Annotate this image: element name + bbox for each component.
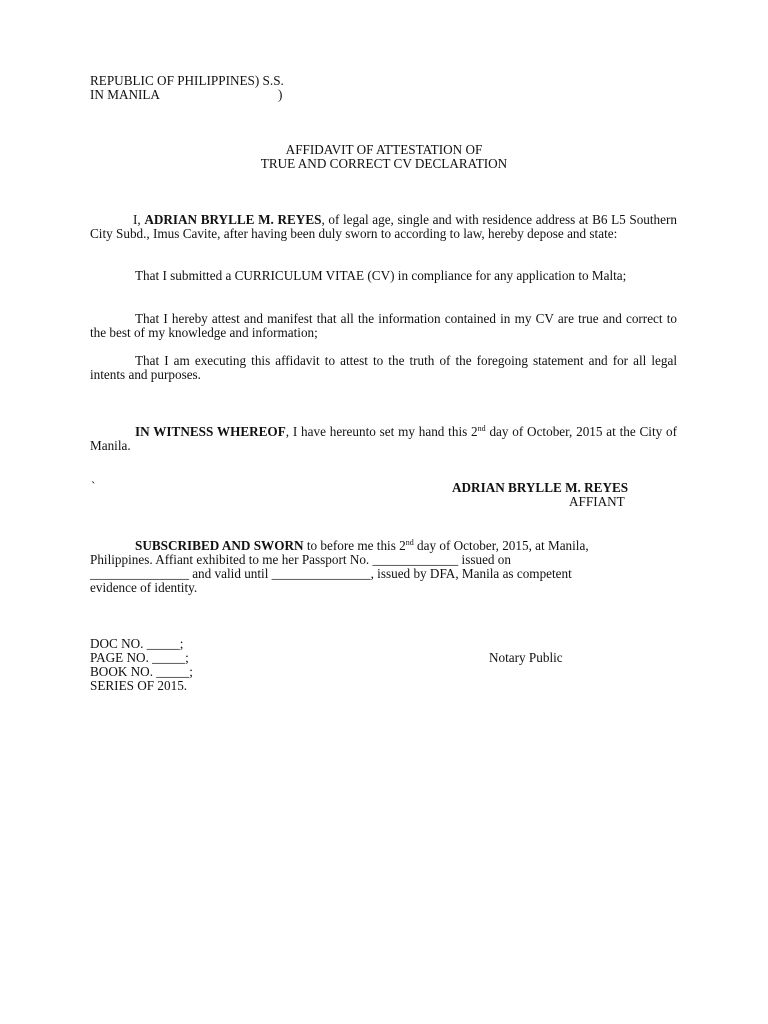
book-number: BOOK NO. _____; [90, 664, 193, 679]
statement-3: That I am executing this affidavit to attest to the truth of the foregoing statement and for all legal intents and purposes. [90, 353, 677, 383]
doc-number: DOC NO. _____; [90, 636, 184, 651]
witness-paragraph [90, 425, 677, 454]
jurat-text-end: day of October, 2015, at Manila, [413, 538, 589, 553]
jurat-line-4: evidence of identity. [90, 580, 198, 595]
jurat-line-2: Philippines. Affiant exhibited to me her Passport No. _____________ issued on [90, 552, 511, 567]
intro-rest: , of legal age, single and with residence address at B6 L5 Southern City Subd., Imus Cavite, after having been duly sworn to according to law, hereby depose and state: [90, 212, 677, 242]
statement-2: That I hereby attest and manifest that all the information contained in my CV are true and correct to the best of my knowledge and information; [90, 311, 677, 341]
statement-1: That I submitted a CURRICULUM VITAE (CV) in compliance for any application to Malta; [135, 268, 627, 283]
jurat-line-3: _______________ and valid until _______________, issued by DFA, Manila as competent [90, 566, 572, 581]
witness-ordinal: nd [477, 424, 486, 433]
venue-line-2: IN MANILA [90, 87, 160, 102]
jurat-text: to before me this 2 [303, 538, 406, 553]
venue-bracket: ) [278, 87, 283, 102]
document-title [0, 143, 768, 172]
signature-role: AFFIANT [569, 494, 625, 509]
witness-heading: IN WITNESS WHEREOF [135, 424, 286, 439]
notary-public-label: Notary Public [489, 650, 563, 665]
venue-line-1: REPUBLIC OF PHILIPPINES) S.S. [90, 73, 284, 88]
witness-text-end: day of October, 2015 at the City of Manila. [90, 424, 677, 454]
affiant-name: ADRIAN BRYLLE M. REYES [144, 212, 322, 227]
intro-prefix: I, [133, 212, 145, 227]
jurat-ordinal: nd [405, 538, 414, 547]
intro-paragraph [90, 213, 677, 242]
title-line-1: AFFIDAVIT OF ATTESTATION OF [285, 142, 483, 157]
title-line-2: TRUE AND CORRECT CV DECLARATION [260, 156, 508, 172]
witness-text: , I have hereunto set my hand this 2 [285, 424, 478, 439]
stray-tick: ` [91, 479, 96, 494]
series-year: SERIES OF 2015. [90, 678, 188, 693]
signature-name-text: ADRIAN BRYLLE M. REYES [452, 480, 629, 495]
page-number: PAGE NO. _____; [90, 650, 189, 665]
jurat-heading: SUBSCRIBED AND SWORN [135, 538, 304, 553]
